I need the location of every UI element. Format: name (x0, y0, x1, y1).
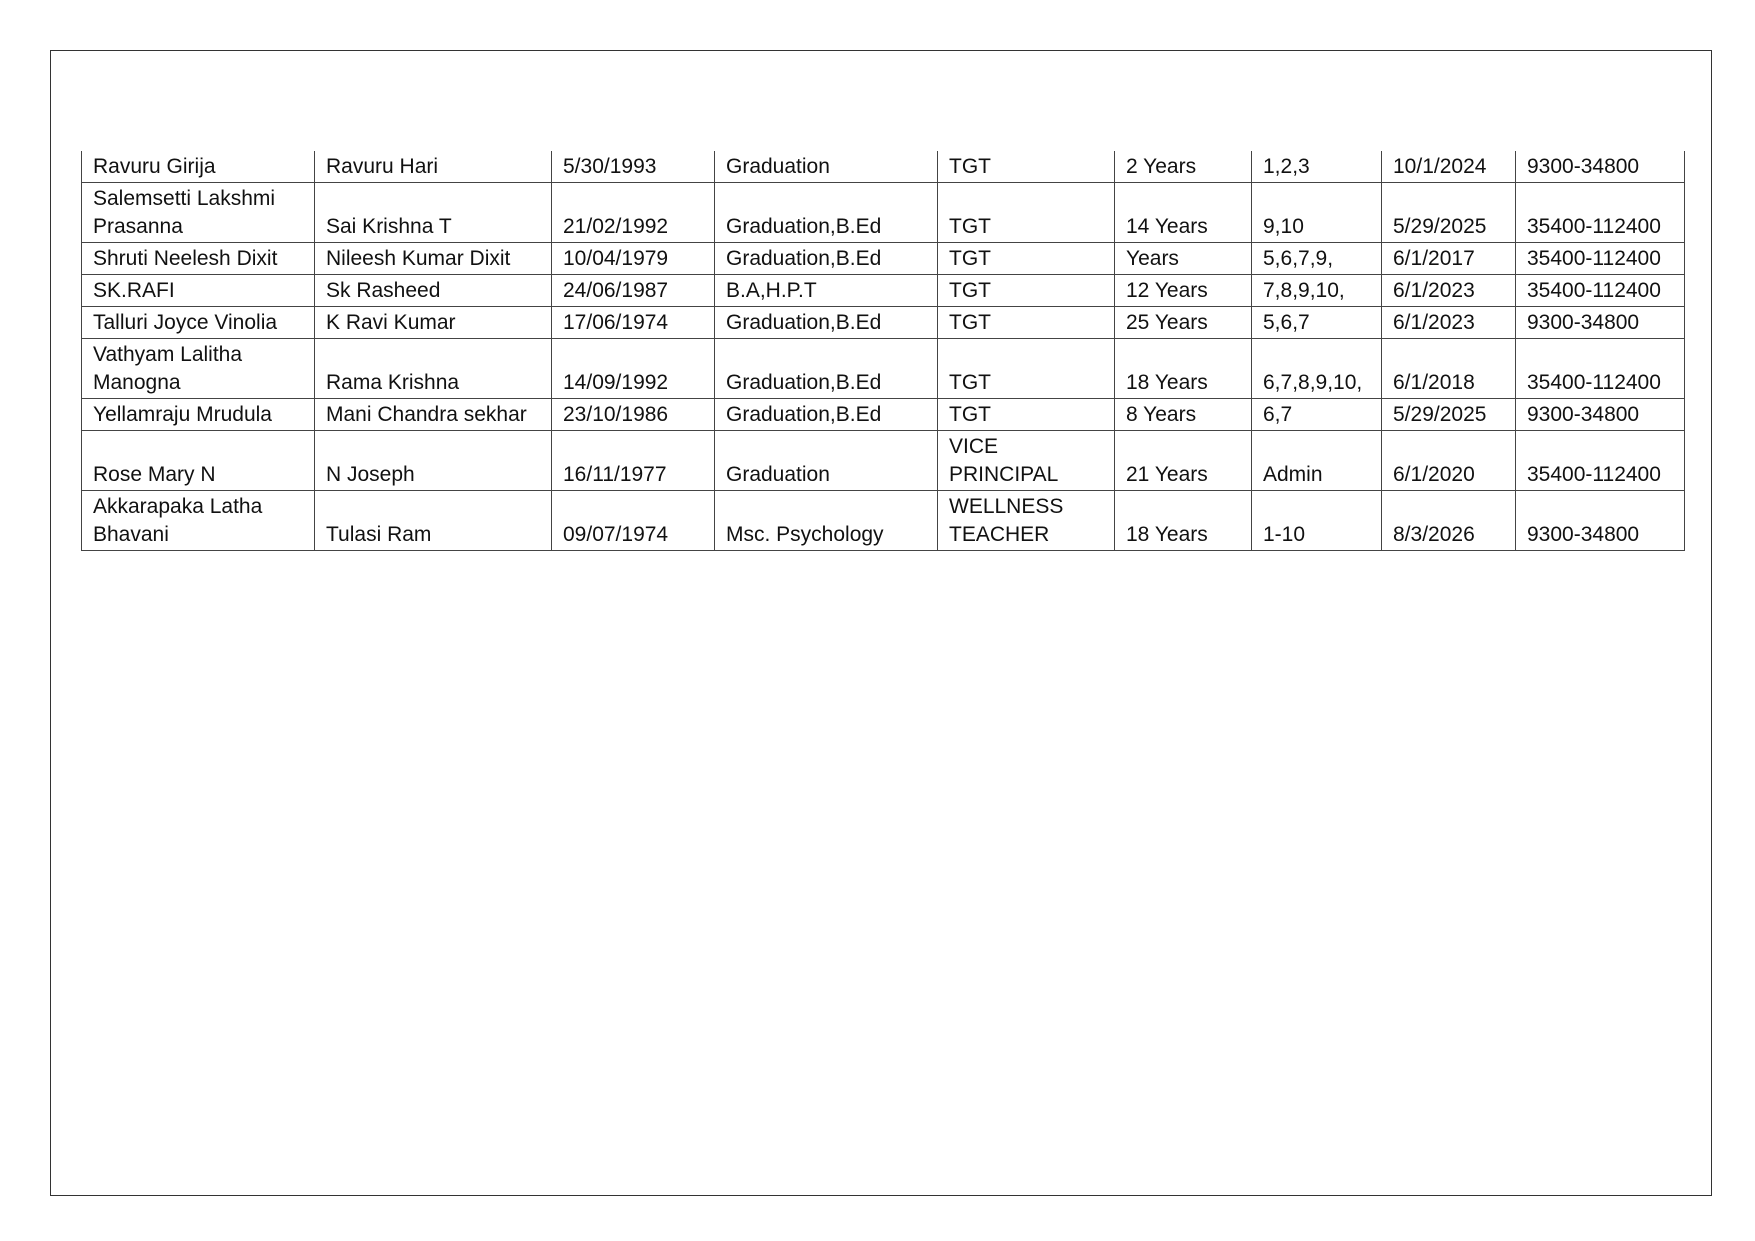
qualification-cell: Graduation,B.Ed (715, 243, 938, 275)
parent-name-cell: K Ravi Kumar (315, 307, 552, 339)
pay-scale-cell: 35400-112400 (1516, 275, 1685, 307)
pay-scale-cell: 35400-112400 (1516, 243, 1685, 275)
designation-cell: TGT (938, 399, 1115, 431)
pay-scale-cell: 9300-34800 (1516, 399, 1685, 431)
staff-name-cell: Akkarapaka Latha Bhavani (82, 491, 315, 551)
table-row (82, 275, 1685, 307)
staff-table-body (82, 151, 1685, 551)
joining-date-cell: 6/1/2017 (1382, 243, 1516, 275)
joining-date-cell: 5/29/2025 (1382, 183, 1516, 243)
parent-name-cell: N Joseph (315, 431, 552, 491)
parent-name-cell: Sk Rasheed (315, 275, 552, 307)
qualification-cell: Graduation,B.Ed (715, 183, 938, 243)
designation-cell: WELLNESS TEACHER (938, 491, 1115, 551)
experience-cell: 8 Years (1115, 399, 1252, 431)
experience-cell: 14 Years (1115, 183, 1252, 243)
joining-date-cell: 6/1/2020 (1382, 431, 1516, 491)
classes-cell: 9,10 (1252, 183, 1382, 243)
staff-name-cell: Talluri Joyce Vinolia (82, 307, 315, 339)
parent-name-cell: Nileesh Kumar Dixit (315, 243, 552, 275)
pay-scale-cell: 35400-112400 (1516, 431, 1685, 491)
joining-date-cell: 5/29/2025 (1382, 399, 1516, 431)
date-of-birth-cell: 09/07/1974 (552, 491, 715, 551)
parent-name-cell: Rama Krishna (315, 339, 552, 399)
staff-name-cell: Rose Mary N (82, 431, 315, 491)
joining-date-cell: 6/1/2023 (1382, 307, 1516, 339)
table-row (82, 491, 1685, 551)
joining-date-cell: 6/1/2023 (1382, 275, 1516, 307)
table-row (82, 431, 1685, 491)
classes-cell: 5,6,7 (1252, 307, 1382, 339)
classes-cell: 7,8,9,10, (1252, 275, 1382, 307)
pay-scale-cell: 9300-34800 (1516, 491, 1685, 551)
designation-cell: TGT (938, 243, 1115, 275)
qualification-cell: Graduation,B.Ed (715, 339, 938, 399)
experience-cell: 12 Years (1115, 275, 1252, 307)
qualification-cell: Graduation (715, 151, 938, 183)
joining-date-cell: 6/1/2018 (1382, 339, 1516, 399)
classes-cell: 6,7,8,9,10, (1252, 339, 1382, 399)
date-of-birth-cell: 10/04/1979 (552, 243, 715, 275)
date-of-birth-cell: 17/06/1974 (552, 307, 715, 339)
designation-cell: TGT (938, 307, 1115, 339)
qualification-cell: Msc. Psychology (715, 491, 938, 551)
experience-cell: 21 Years (1115, 431, 1252, 491)
date-of-birth-cell: 24/06/1987 (552, 275, 715, 307)
classes-cell: 1,2,3 (1252, 151, 1382, 183)
designation-cell: TGT (938, 183, 1115, 243)
pay-scale-cell: 35400-112400 (1516, 339, 1685, 399)
staff-name-cell: Shruti Neelesh Dixit (82, 243, 315, 275)
experience-cell: 18 Years (1115, 339, 1252, 399)
joining-date-cell: 10/1/2024 (1382, 151, 1516, 183)
date-of-birth-cell: 5/30/1993 (552, 151, 715, 183)
table-row (82, 339, 1685, 399)
joining-date-cell: 8/3/2026 (1382, 491, 1516, 551)
designation-cell: VICE PRINCIPAL (938, 431, 1115, 491)
parent-name-cell: Tulasi Ram (315, 491, 552, 551)
date-of-birth-cell: 16/11/1977 (552, 431, 715, 491)
table-row (82, 243, 1685, 275)
classes-cell: 5,6,7,9, (1252, 243, 1382, 275)
qualification-cell: B.A,H.P.T (715, 275, 938, 307)
classes-cell: Admin (1252, 431, 1382, 491)
table-row (82, 183, 1685, 243)
pay-scale-cell: 9300-34800 (1516, 151, 1685, 183)
experience-cell: 2 Years (1115, 151, 1252, 183)
staff-name-cell: Vathyam Lalitha Manogna (82, 339, 315, 399)
designation-cell: TGT (938, 275, 1115, 307)
classes-cell: 6,7 (1252, 399, 1382, 431)
parent-name-cell: Sai Krishna T (315, 183, 552, 243)
table-row (82, 151, 1685, 183)
staff-name-cell: Ravuru Girija (82, 151, 315, 183)
date-of-birth-cell: 14/09/1992 (552, 339, 715, 399)
pay-scale-cell: 35400-112400 (1516, 183, 1685, 243)
table-row (82, 399, 1685, 431)
designation-cell: TGT (938, 151, 1115, 183)
experience-cell: 18 Years (1115, 491, 1252, 551)
table-row (82, 307, 1685, 339)
staff-table (81, 151, 1685, 551)
qualification-cell: Graduation,B.Ed (715, 307, 938, 339)
experience-cell: Years (1115, 243, 1252, 275)
experience-cell: 25 Years (1115, 307, 1252, 339)
staff-name-cell: SK.RAFI (82, 275, 315, 307)
staff-name-cell: Yellamraju Mrudula (82, 399, 315, 431)
parent-name-cell: Ravuru Hari (315, 151, 552, 183)
designation-cell: TGT (938, 339, 1115, 399)
classes-cell: 1-10 (1252, 491, 1382, 551)
staff-name-cell: Salemsetti Lakshmi Prasanna (82, 183, 315, 243)
parent-name-cell: Mani Chandra sekhar (315, 399, 552, 431)
pay-scale-cell: 9300-34800 (1516, 307, 1685, 339)
qualification-cell: Graduation (715, 431, 938, 491)
date-of-birth-cell: 21/02/1992 (552, 183, 715, 243)
date-of-birth-cell: 23/10/1986 (552, 399, 715, 431)
qualification-cell: Graduation,B.Ed (715, 399, 938, 431)
